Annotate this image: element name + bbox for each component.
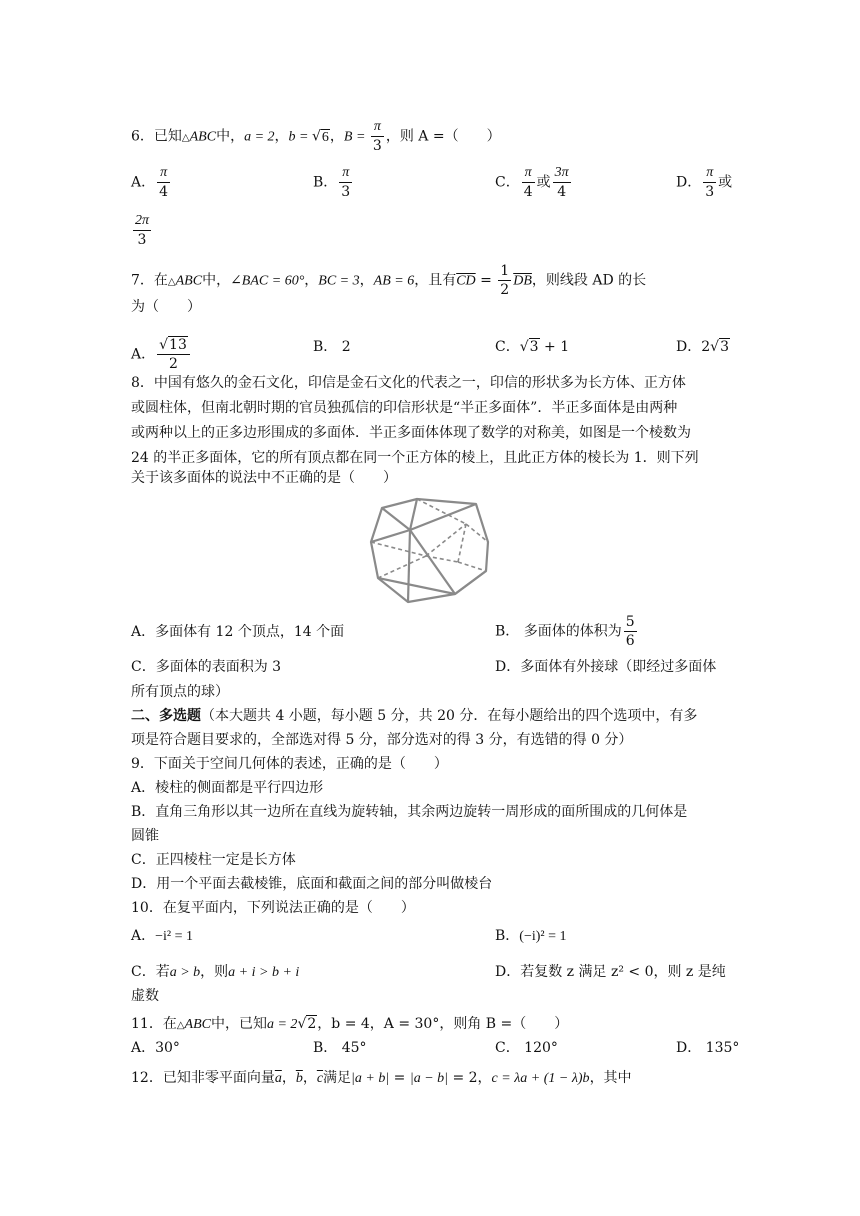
q12-stem: 12．已知非零平面向量$\overline{a}$，$\overline{b}$，$\overline{c}$满足|a + b| = |a − b| = 2，c = λa + (1 − λ)b，其中 — [131, 1070, 632, 1086]
q8-stem-line5: 关于该多面体的说法中不正确的是（ ） — [131, 470, 397, 486]
q8-option-c: C．多面体的表面积为 3 — [131, 659, 282, 675]
q7-option-c: C．√3 + 1 — [495, 339, 570, 355]
q10-option-b: B．(−i)² = 1 — [495, 928, 567, 944]
q9-option-c: C．正四棱柱一定是长方体 — [131, 852, 296, 868]
q7-stem-line1: 7．在△ABC中，∠BAC = 60°，BC = 3，AB = 6，且有$\overline{CD}$ = $\frac{1}{2}$ $\overline{DB}$，则线段 AD 的长 — [131, 263, 647, 298]
q10-option-d-cont: 虚数 — [131, 988, 159, 1004]
q11-option-d: D． 135° — [676, 1040, 740, 1056]
q8-option-d-cont: 所有顶点的球） — [131, 684, 229, 700]
q11-option-a: A．30° — [131, 1040, 180, 1056]
section-desc-line2: 项是符合题目要求的，全部选对得 5 分，部分选对的得 3 分，有选错的得 0 分） — [131, 732, 633, 748]
q7-option-a: A． $\frac{√13}{2}$ — [131, 336, 192, 373]
q10-option-a: A．−i² = 1 — [131, 928, 194, 944]
q9-option-d: D．用一个平面去截棱锥，底面和截面之间的部分叫做棱台 — [131, 876, 493, 892]
q10-stem: 10．在复平面内，下列说法正确的是（ ） — [131, 900, 415, 916]
q6-option-a: A． $\frac{\pi}{4}$ — [131, 165, 169, 200]
q6-option-b: B． $\frac{\pi}{3}$ — [313, 165, 351, 200]
q7-stem-line2: 为（ ） — [131, 299, 201, 315]
q8-stem-line1: 8．中国有悠久的金石文化，印信是金石文化的代表之一，印信的形状多为长方体、正方体 — [131, 375, 686, 391]
q10-option-c: C．若a > b，则a + i > b + i — [131, 964, 300, 980]
q11-option-b: B． 45° — [313, 1040, 367, 1056]
q9-stem: 9．下面关于空间几何体的表述，正确的是（ ） — [131, 756, 448, 772]
q9-option-a: A．棱柱的侧面都是平行四边形 — [131, 780, 324, 796]
q7-option-d: D．2√3 — [676, 339, 729, 355]
q6-option-d-cont: $\frac{2\pi}{3}$ — [135, 213, 150, 248]
q8-option-d: D．多面体有外接球（即经过多面体 — [495, 659, 717, 675]
q11-stem: 11．在△ABC中，已知a = 2√2，b = 4，A = 30°，则角 B =（ ） — [131, 1016, 569, 1032]
q8-stem-line2: 或圆柱体，但南北朝时期的官员独孤信的印信形状是“半正多面体”．半正多面体是由两种 — [131, 400, 678, 416]
q6-option-d: D． $\frac{\pi}{3}$ 或 — [676, 165, 733, 200]
q7-option-b: B． 2 — [313, 339, 351, 355]
q8-option-a: A．多面体有 12 个顶点，14 个面 — [131, 624, 345, 640]
q8-stem-line4: 24 的半正多面体，它的所有顶点都在同一个正方体的棱上，且此正方体的棱长为 1．则下列 — [131, 450, 699, 466]
q9-option-b-cont: 圆锥 — [131, 828, 159, 844]
q6-stem: 6．已知△ABC中，a = 2，b = √6，B = $\frac{\pi}{3}$ ，则 A =（ ） — [131, 119, 501, 154]
q9-option-b: B．直角三角形以其一边所在直线为旋转轴，其余两边旋转一周形成的面所围成的几何体是 — [131, 804, 688, 820]
q10-option-d: D．若复数 z 满足 z² < 0，则 z 是纯 — [495, 964, 726, 980]
q6-option-c: C． $\frac{\pi}{4}$ 或 $\frac{3\pi}{4}$ — [495, 165, 569, 200]
q8-stem-line3: 或两种以上的正多边形围成的多面体．半正多面体体现了数学的对称美，如图是一个棱数为 — [131, 425, 691, 441]
polyhedron-figure — [368, 494, 494, 606]
section-heading: 二、多选题（本大题共 4 小题，每小题 5 分，共 20 分．在每小题给出的四个选项中，有多 — [131, 708, 698, 724]
q11-option-c: C． 120° — [495, 1040, 558, 1056]
q8-option-b: B． 多面体的体积为 $\frac{5}{6}$ — [495, 614, 635, 649]
